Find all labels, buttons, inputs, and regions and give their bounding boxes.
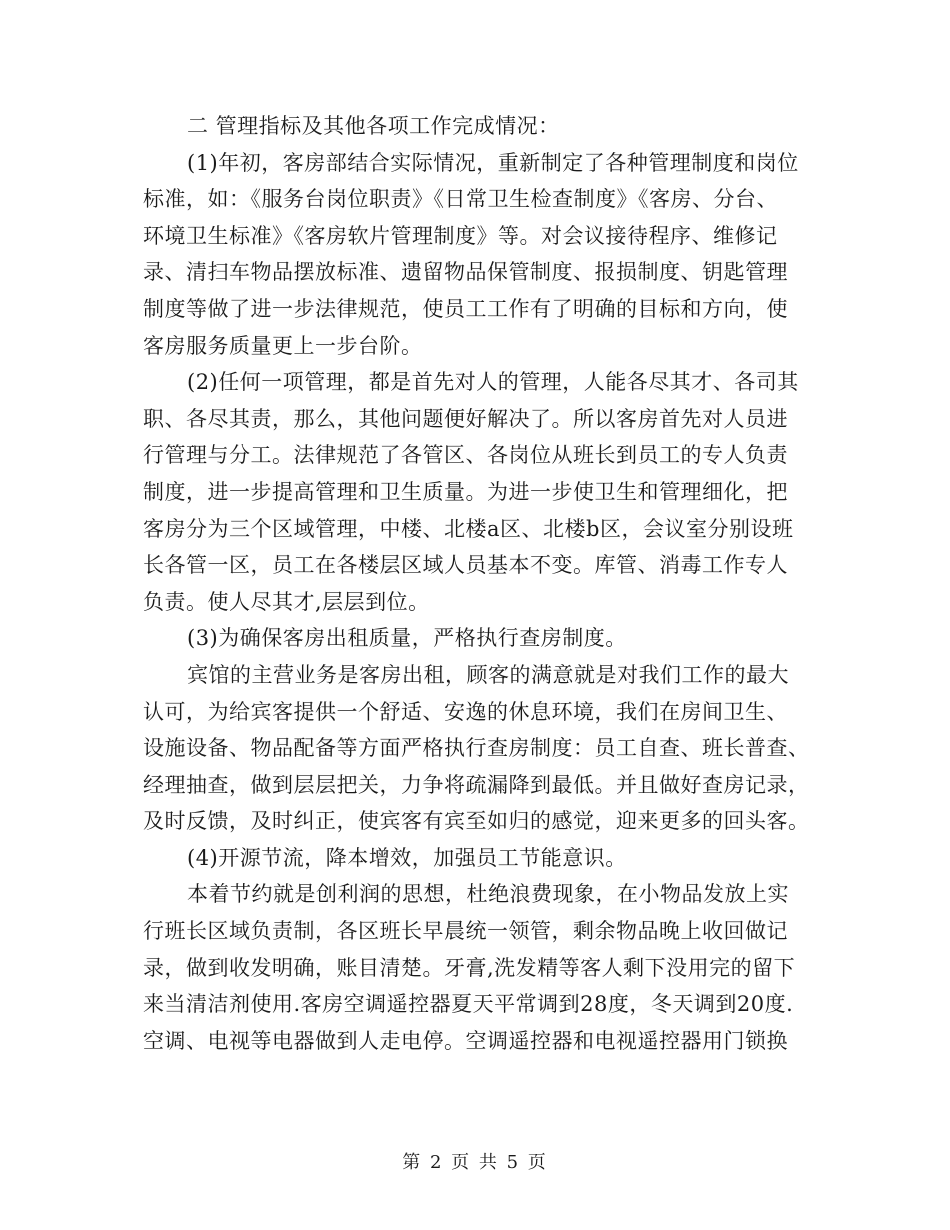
text-line: 制度等做了进一步法律规范，使员工工作有了明确的目标和方向，使 bbox=[143, 296, 788, 321]
text-line: (2)任何一项管理，都是首先对人的管理，人能各尽其才、各司其 bbox=[187, 370, 799, 395]
text-line: 客房服务质量更上一步台阶。 bbox=[143, 333, 423, 358]
text-line: (4)开源节流，降本增效，加强员工节能意识。 bbox=[187, 845, 627, 870]
page-number-footer: 第 2 页 共 5 页 bbox=[402, 1152, 548, 1173]
text-line: 标准，如：《服务台岗位职责》《日常卫生检查制度》《客房、分台、 bbox=[143, 187, 778, 212]
text-line: 认可，为给宾客提供一个舒适、安逸的休息环境，我们在房间卫生、 bbox=[143, 699, 788, 724]
text-line: 客房分为三个区域管理，中楼、北楼a区、北楼b区，会议室分别设班 bbox=[143, 516, 794, 541]
text-line: 行班长区域负责制，各区班长早晨统一领管，剩余物品晚上收回做记 bbox=[143, 919, 788, 944]
text-line: 宾馆的主营业务是客房出租，顾客的满意就是对我们工作的最大 bbox=[187, 662, 789, 687]
text-line: 录、清扫车物品摆放标准、遗留物品保管制度、报损制度、钥匙管理 bbox=[143, 260, 788, 285]
text-line: 空调、电视等电器做到人走电停。空调遥控器和电视遥控器用门锁换 bbox=[143, 1028, 788, 1053]
text-line: 行管理与分工。法律规范了各管区、各岗位从班长到员工的专人负责 bbox=[143, 443, 788, 468]
text-line: 设施设备、物品配备等方面严格执行查房制度：员工自查、班长普查、 bbox=[143, 736, 810, 761]
text-line: (1)年初，客房部结合实际情况，重新制定了各种管理制度和岗位 bbox=[187, 150, 799, 175]
text-line: 环境卫生标准》《客房软片管理制度》等。对会议接待程序、维修记 bbox=[143, 223, 778, 248]
text-line: 职、各尽其责，那么，其他问题便好解决了。所以客房首先对人员进 bbox=[143, 406, 788, 431]
text-line: (3)为确保客房出租质量，严格执行查房制度。 bbox=[187, 626, 627, 651]
text-line: 负责。使人尽其才,层层到位。 bbox=[143, 589, 430, 614]
text-line: 经理抽查，做到层层把关，力争将疏漏降到最低。并且做好查房记录， bbox=[143, 772, 810, 797]
text-line: 长各管一区，员工在各楼层区域人员基本不变。库管、消毒工作专人 bbox=[143, 553, 788, 578]
text-line: 录，做到收发明确，账目清楚。牙膏,洗发精等客人剩下没用完的留下 bbox=[143, 955, 796, 980]
text-line: 制度，进一步提高管理和卫生质量。为进一步使卫生和管理细化，把 bbox=[143, 479, 788, 504]
text-line: 二 管理指标及其他各项工作完成情况： bbox=[187, 114, 560, 138]
text-line: 及时反馈，及时纠正，使宾客有宾至如归的感觉，迎来更多的回头客。 bbox=[143, 809, 810, 834]
text-line: 来当清洁剂使用.客房空调遥控器夏天平常调到28度，冬天调到20度. bbox=[143, 992, 794, 1017]
document-body bbox=[143, 108, 809, 1059]
text-line: 本着节约就是创利润的思想，杜绝浪费现象，在小物品发放上实 bbox=[187, 882, 789, 907]
